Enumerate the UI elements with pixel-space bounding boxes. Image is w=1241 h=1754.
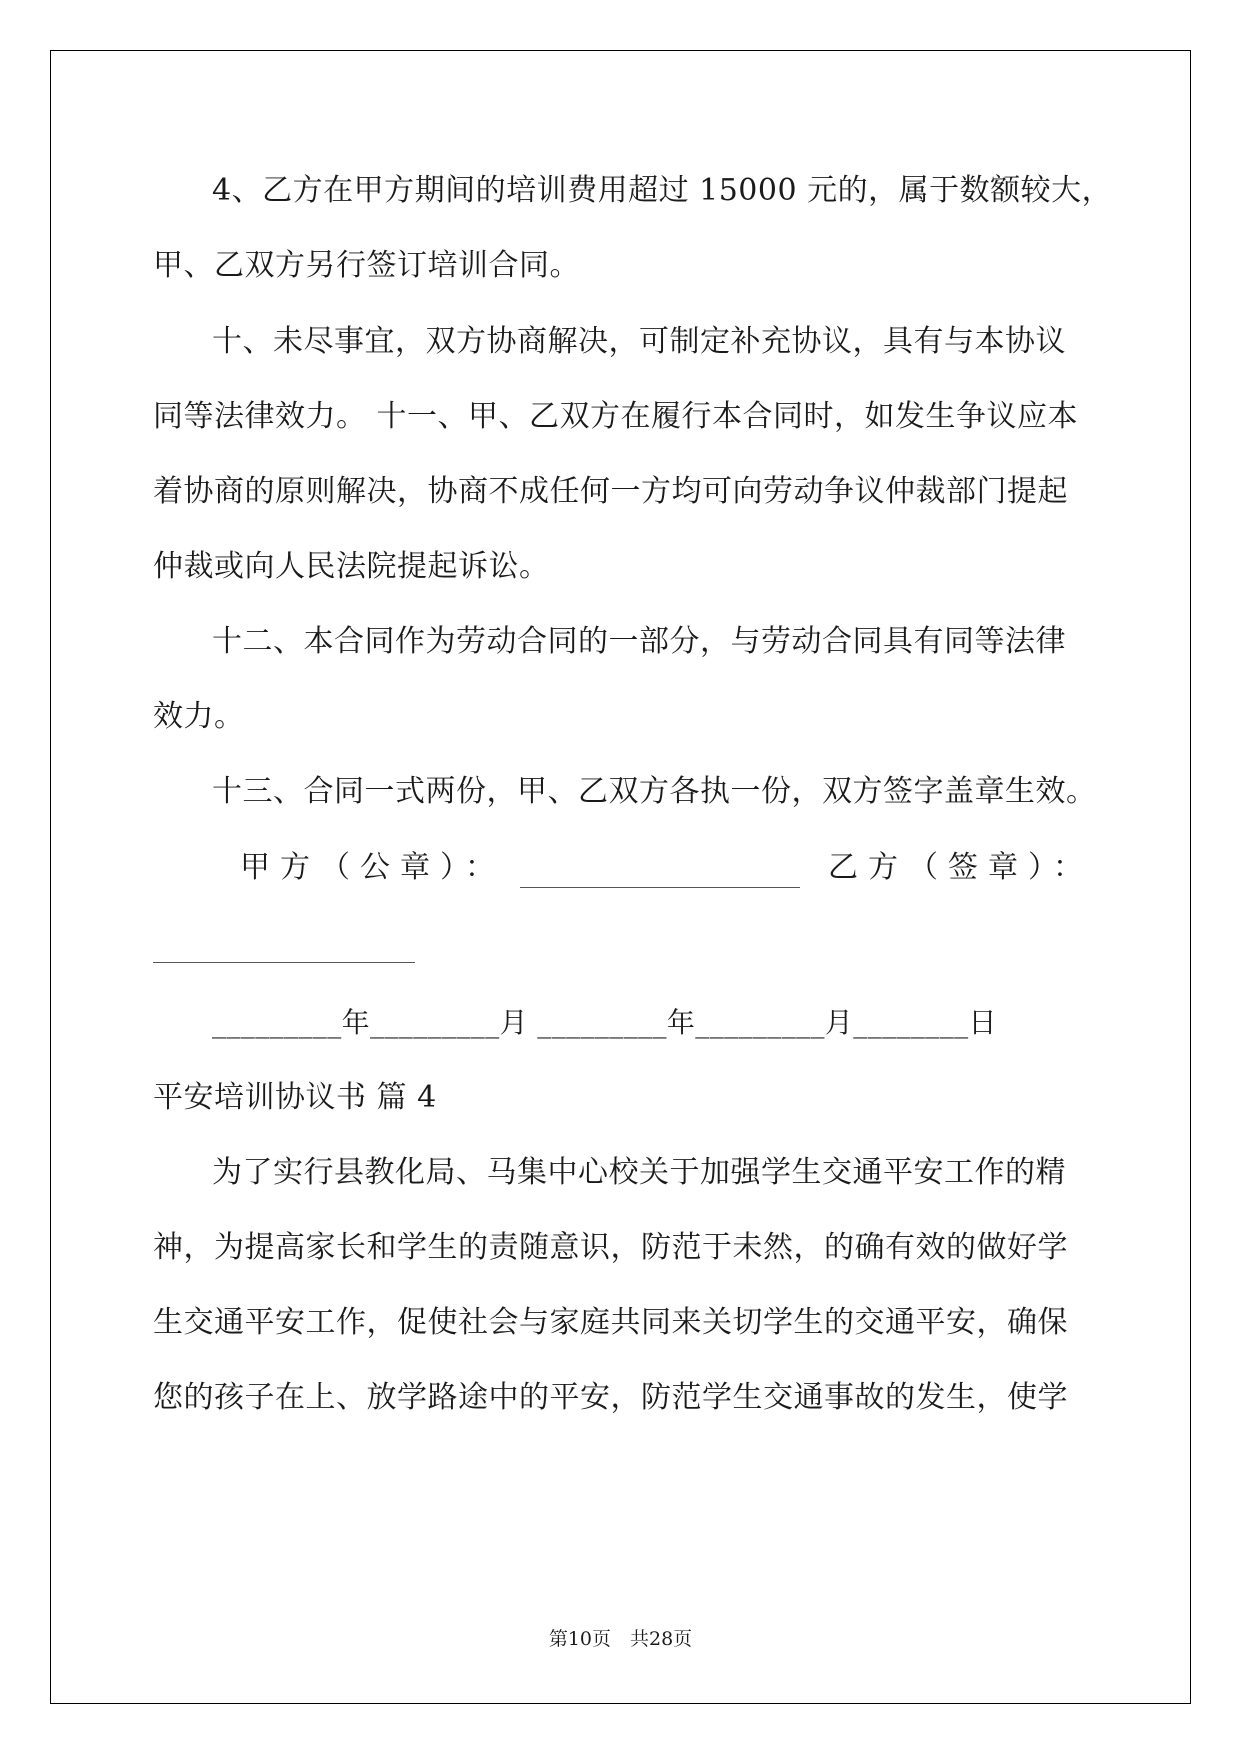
paragraph-line: 神，为提高家长和学生的责随意识，防范于未然，的确有效的做好学 bbox=[153, 1230, 1068, 1265]
party-b-signature-label: 乙方（签章）： bbox=[828, 850, 1093, 885]
paragraph-line: 同等法律效力。 十一、甲、乙双方在履行本合同时，如发生争议应本 bbox=[153, 399, 1079, 434]
party-a-signature-label: 甲方（公章）： bbox=[240, 850, 505, 885]
paragraph-line: 仲裁或向人民法院提起诉讼。 bbox=[153, 549, 550, 584]
page-footer: 第10页 共28页 bbox=[548, 1628, 693, 1650]
paragraph-line: 十、未尽事宜，双方协商解决，可制定补充协议，具有与本协议 bbox=[212, 324, 1066, 359]
paragraph-line: 效力。 bbox=[153, 699, 245, 734]
party-a-signature-rule bbox=[520, 887, 800, 888]
paragraph-line: 十三、合同一式两份，甲、乙双方各执一份，双方签字盖章生效。 bbox=[212, 774, 1097, 809]
paragraph-line: 生交通平安工作，促使社会与家庭共同来关切学生的交通平安，确保 bbox=[153, 1305, 1068, 1340]
paragraph-line: 为了实行县教化局、马集中心校关于加强学生交通平安工作的精 bbox=[212, 1155, 1066, 1190]
party-b-signature-rule bbox=[153, 962, 415, 963]
date-line: _________年_________月 _________年_________月________日 bbox=[212, 1006, 997, 1039]
paragraph-line: 甲、乙双方另行签订培训合同。 bbox=[153, 248, 580, 283]
paragraph-line: 您的孩子在上、放学路途中的平安，防范学生交通事故的发生，使学 bbox=[153, 1380, 1068, 1415]
paragraph-line: 十二、本合同作为劳动合同的一部分，与劳动合同具有同等法律 bbox=[212, 624, 1066, 659]
section-title: 平安培训协议书 篇 4 bbox=[153, 1080, 437, 1115]
paragraph-line: 4、乙方在甲方期间的培训费用超过 15000 元的，属于数额较大， bbox=[212, 173, 1113, 208]
paragraph-line: 着协商的原则解决，协商不成任何一方均可向劳动争议仲裁部门提起 bbox=[153, 474, 1068, 509]
